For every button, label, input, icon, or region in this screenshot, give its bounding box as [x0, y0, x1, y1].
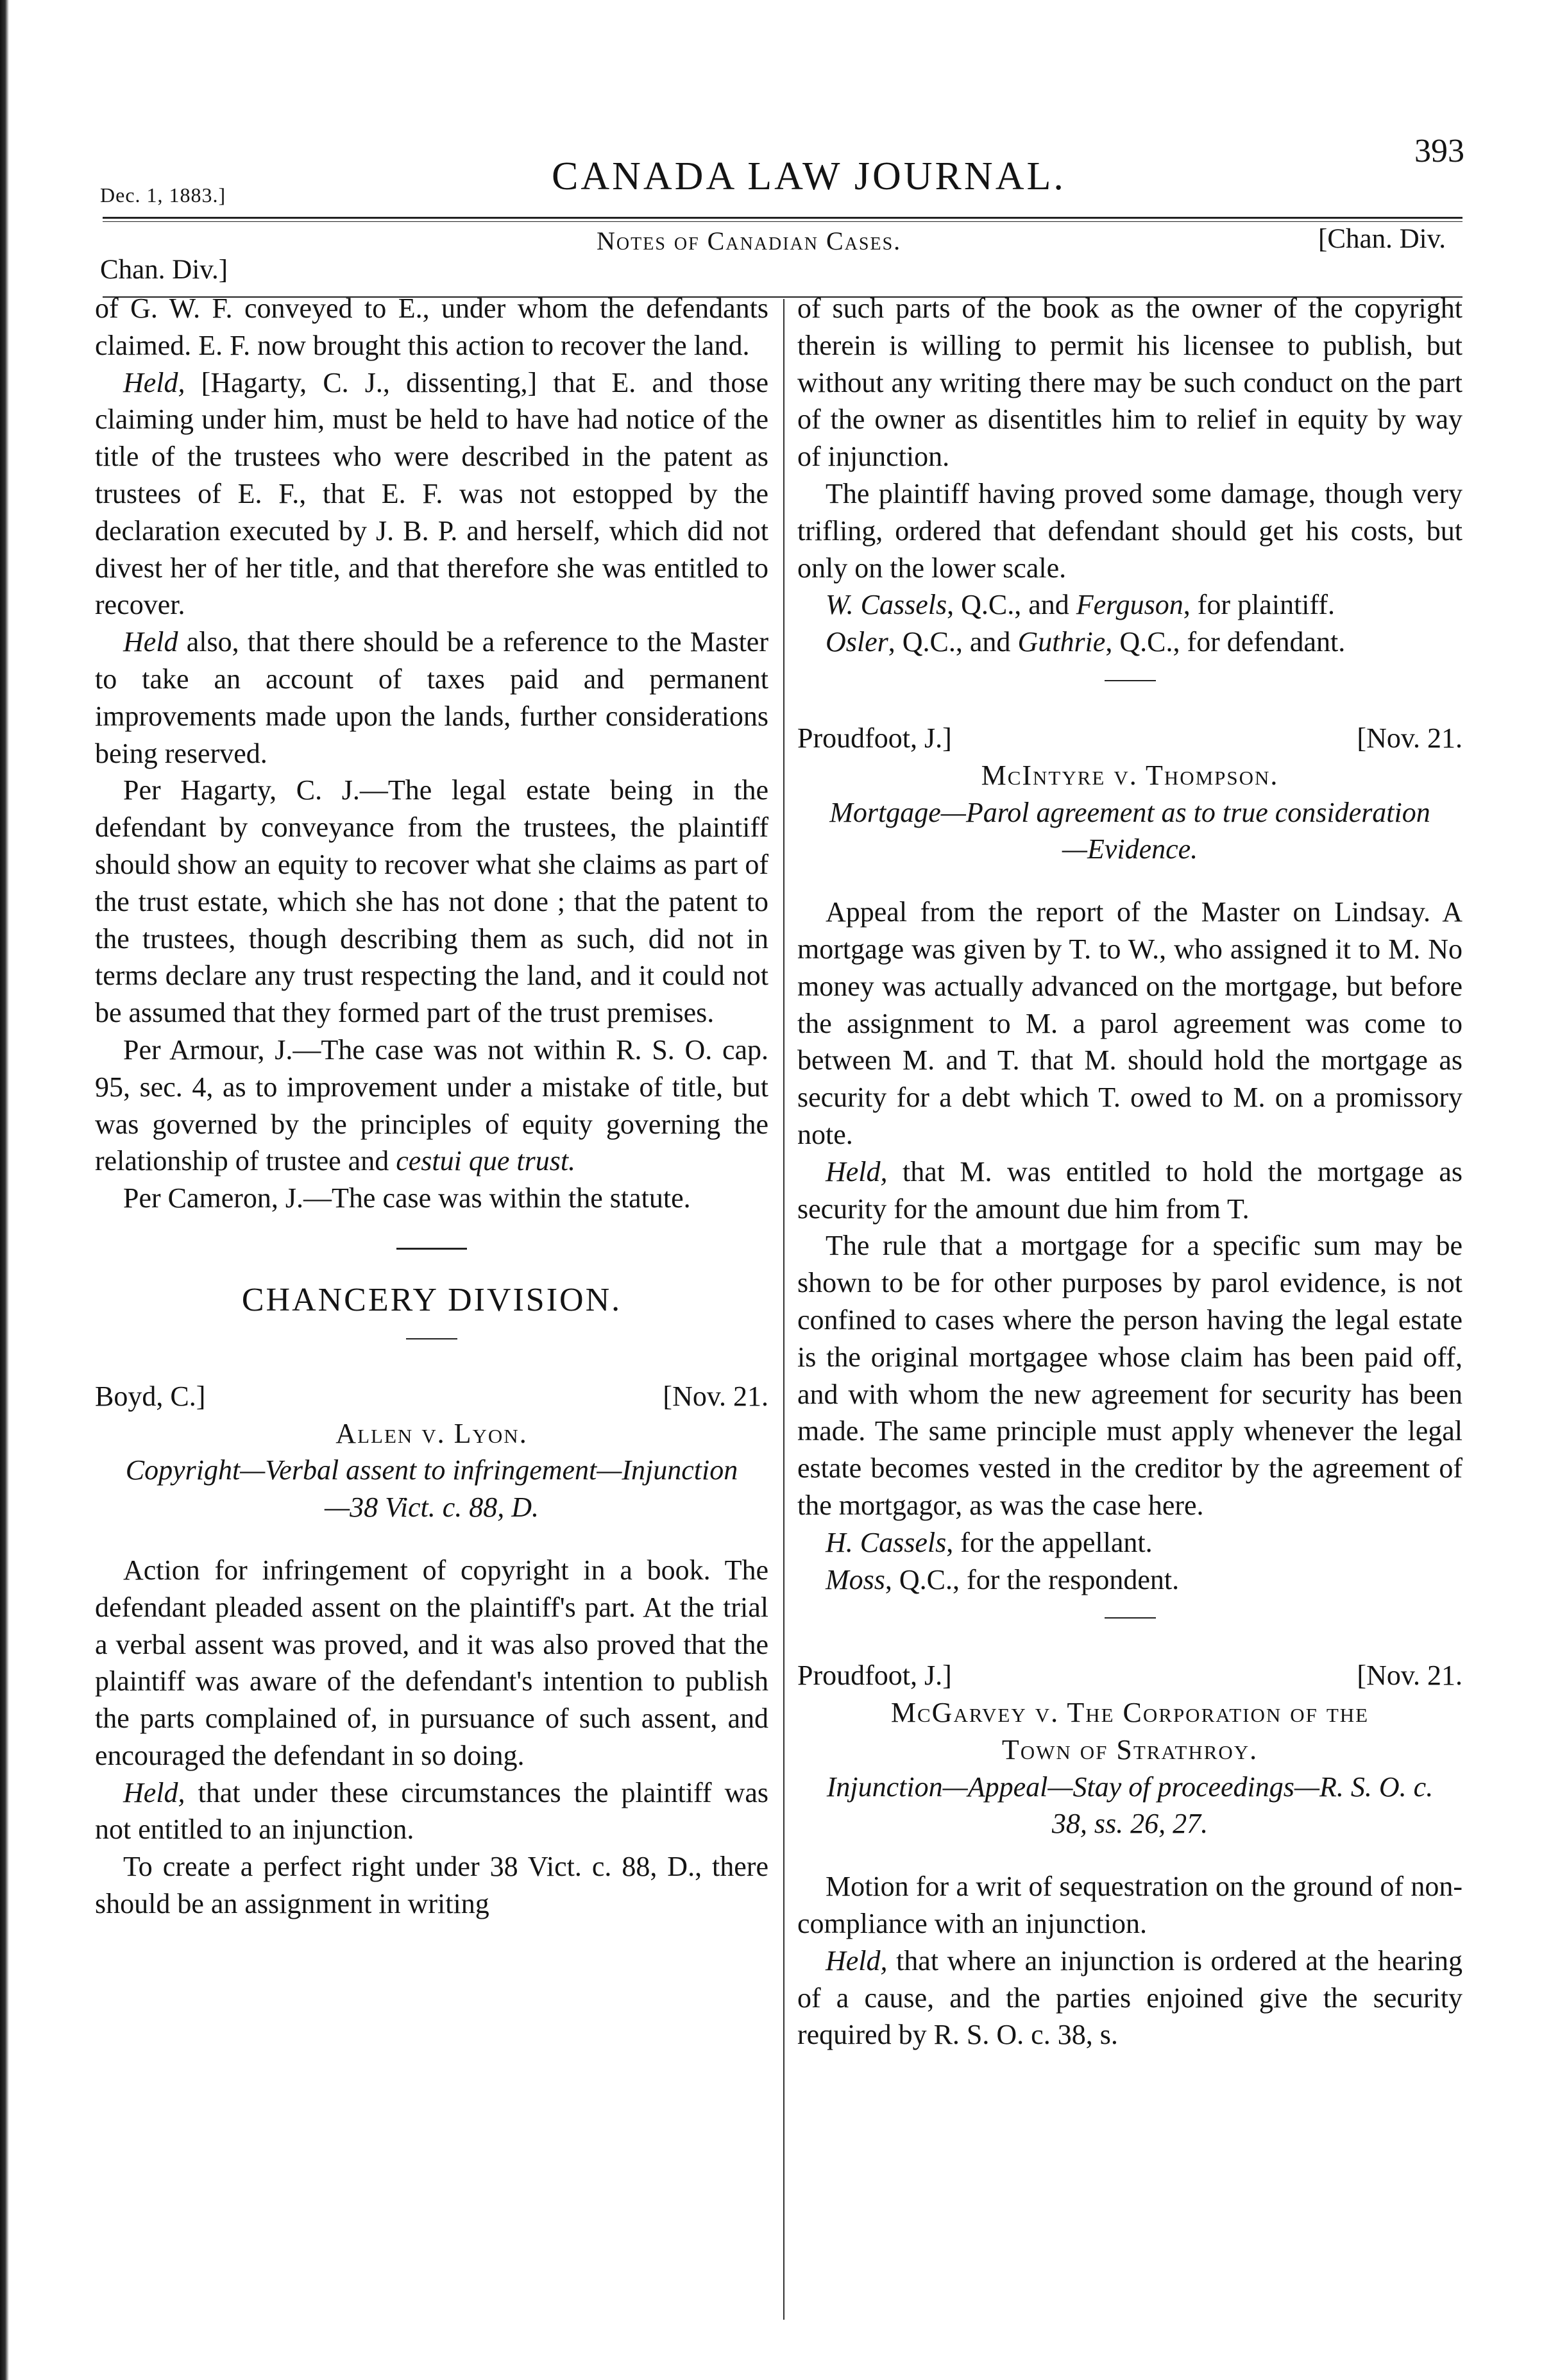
counsel-name: Guthrie	[1017, 626, 1106, 658]
journal-title: CANADA LAW JOURNAL.	[552, 155, 1066, 198]
counsel-text: , Q.C., and	[947, 589, 1076, 621]
held-label: Held	[123, 626, 178, 658]
paragraph-text: also, that there should be a reference to the Master to take an account of taxes paid and permanent improvements made upon the lands, further considerations being reserved.	[95, 626, 768, 769]
counsel-text: , Q.C., for the respondent.	[885, 1563, 1180, 1595]
paragraph-text: that where an injunction is ordered at the hearing of a cause, and the parties enjoined give the security required by R. S. O. c. 38, s.	[797, 1944, 1462, 2051]
counsel-line	[797, 1561, 1462, 1599]
counsel-name: W. Cassels	[826, 589, 947, 621]
case-title: Town of Strathroy.	[1001, 1733, 1259, 1765]
counsel-text: , for the appellant.	[946, 1526, 1153, 1558]
page-binding-edge	[0, 0, 9, 2380]
paragraph-text: Per Armour, J.—The case was not within R. S. O. cap. 95, sec. 4, as to improvement under a mistake of title, but was governed by the principles of equity governing the relationship of trustee and	[95, 1033, 768, 1177]
held-label: Held,	[123, 1776, 185, 1808]
case-separator	[1105, 680, 1156, 681]
spacer	[95, 1526, 768, 1552]
section-heading: CHANCERY DIVISION.	[241, 1281, 622, 1318]
judge-name: Proudfoot, J.]	[797, 1660, 952, 1692]
case-title: McGarvey v. The Corporation of the	[890, 1697, 1369, 1729]
paragraph-text: that M. was entitled to hold the mortgage as security for the amount due him from T.	[797, 1155, 1462, 1225]
case-judge-line	[797, 1657, 1462, 1694]
held-label: Held,	[826, 1944, 888, 1976]
paragraph: Appeal from the report of the Master on Lindsay. A mortgage was given by T. to W., who assigned it to M. No money was actually advanced on the mortgage, but before the assignment to M. a parol agreement was come to between M. and T. that M. should hold the mortgage as security for a debt which T. owed to M. on a promissory note.	[797, 896, 1462, 1150]
counsel-text: , for plaintiff.	[1183, 589, 1335, 621]
paragraph: To create a perfect right under 38 Vict. c. 88, D., there should be an assignment in writing	[95, 1851, 768, 1920]
counsel-line	[797, 624, 1462, 661]
paragraph: The rule that a mortgage for a specific sum may be shown to be for other purposes by parol evidence, is not confined to cases where the person having the legal estate is the original mortgagee whose claim has been paid off, and with whom the new agreement for security has been made. The same principle must apply whenever the legal estate becomes vested in the creditor by the agreement of the mortgagor, as was the case here.	[797, 1230, 1462, 1521]
case-separator	[1105, 1617, 1156, 1619]
left-division-label: Chan. Div.]	[100, 255, 228, 285]
case-judge-line	[95, 1378, 768, 1415]
case-subject: Mortgage—Parol agreement as to true consideration—Evidence.	[829, 796, 1430, 865]
case-subject: Injunction—Appeal—Stay of proceedings—R. S. O. c. 38, ss. 26, 27.	[826, 1771, 1434, 1840]
spacer	[797, 868, 1462, 894]
header-rule	[103, 217, 1462, 222]
paragraph: The plaintiff having proved some damage, though very trifling, ordered that defendant should get his costs, but only on the lower scale.	[797, 477, 1462, 584]
paragraph: Motion for a writ of sequestration on the ground of non-compliance with an injunction.	[797, 1871, 1462, 1940]
case-date: [Nov. 21.	[1357, 1660, 1462, 1692]
paragraph: of G. W. F. conveyed to E., under whom the defendants claimed. E. F. now brought this action to recover the land.	[95, 293, 768, 361]
section-label: Notes of Canadian Cases.	[597, 226, 902, 255]
counsel-text: , Q.C., for defendant.	[1105, 626, 1346, 658]
paragraph: Per Hagarty, C. J.—The legal estate being in the defendant by conveyance from the trustees, the plaintiff should show an equity to recover what she claims as part of the trust estate, which she has not done ; that the patent to the trustees, though describing them as such, did not in terms declare any trust respecting the land, and it could not be assumed that they formed part of the trust premises.	[95, 774, 768, 1029]
left-column	[95, 290, 768, 1923]
counsel-line	[797, 586, 1462, 624]
running-head	[0, 0, 1560, 302]
counsel-line	[797, 1524, 1462, 1561]
page-number: 393	[1414, 133, 1464, 169]
paragraph: of such parts of the book as the owner of the copyright therein is willing to permit his licensee to publish, but without any writing there may be such conduct on the part of the owner as disentitles him to relief in equity by way of injunction.	[797, 293, 1462, 473]
counsel-name: Ferguson	[1076, 589, 1183, 621]
counsel-name: Moss	[826, 1563, 885, 1595]
case-judge-line	[797, 720, 1462, 757]
paragraph	[95, 1774, 768, 1849]
judge-name: Boyd, C.]	[95, 1380, 206, 1412]
column-divider	[783, 299, 784, 2320]
judge-name: Proudfoot, J.]	[797, 722, 952, 754]
italic-phrase: cestui que trust.	[396, 1145, 576, 1177]
case-title: McIntyre v. Thompson.	[981, 759, 1279, 791]
section-rule	[396, 1248, 467, 1250]
held-label: Held,	[123, 366, 185, 398]
paragraph	[95, 1032, 768, 1180]
paragraph: Action for infringement of copyright in a book. The defendant pleaded assent on the plaintiff's part. At the trial a verbal assent was proved, and it was also proved that the plaintiff was aware of the defendant's intention to publish the parts complained of, in pursuance of such assent, and encouraged the defendant in so doing.	[95, 1554, 768, 1771]
right-column	[797, 290, 1462, 2053]
paragraph-text: that under these circumstances the plaintiff was not entitled to an injunction.	[95, 1776, 768, 1846]
issue-date: Dec. 1, 1883.]	[100, 183, 226, 207]
paragraph	[95, 624, 768, 772]
section-rule	[406, 1338, 457, 1339]
case-subject: Copyright—Verbal assent to infringement—Injunction—38 Vict. c. 88, D.	[125, 1454, 738, 1524]
case-date: [Nov. 21.	[1357, 722, 1462, 754]
paragraph	[95, 364, 768, 624]
paragraph-text: [Hagarty, C. J., dissenting,] that E. and those claiming under him, must be held to have had notice of the title of the trustees who were described in the patent as trustees of E. F., that E. F. was not estopped by the declaration executed by J. B. P. and herself, which did not divest her of her title, and that therefore she was entitled to recover.	[95, 366, 768, 621]
paragraph	[797, 1153, 1462, 1228]
right-division-label: [Chan. Div.	[1318, 224, 1446, 254]
paragraph	[797, 1942, 1462, 2053]
counsel-name: H. Cassels	[826, 1526, 947, 1558]
counsel-name: Osler	[826, 626, 888, 658]
counsel-text: , Q.C., and	[888, 626, 1018, 658]
paragraph: Per Cameron, J.—The case was within the statute.	[123, 1182, 691, 1214]
held-label: Held,	[826, 1155, 888, 1187]
case-title: Allen v. Lyon.	[335, 1417, 528, 1449]
spacer	[797, 1842, 1462, 1868]
case-date: [Nov. 21.	[663, 1380, 768, 1412]
